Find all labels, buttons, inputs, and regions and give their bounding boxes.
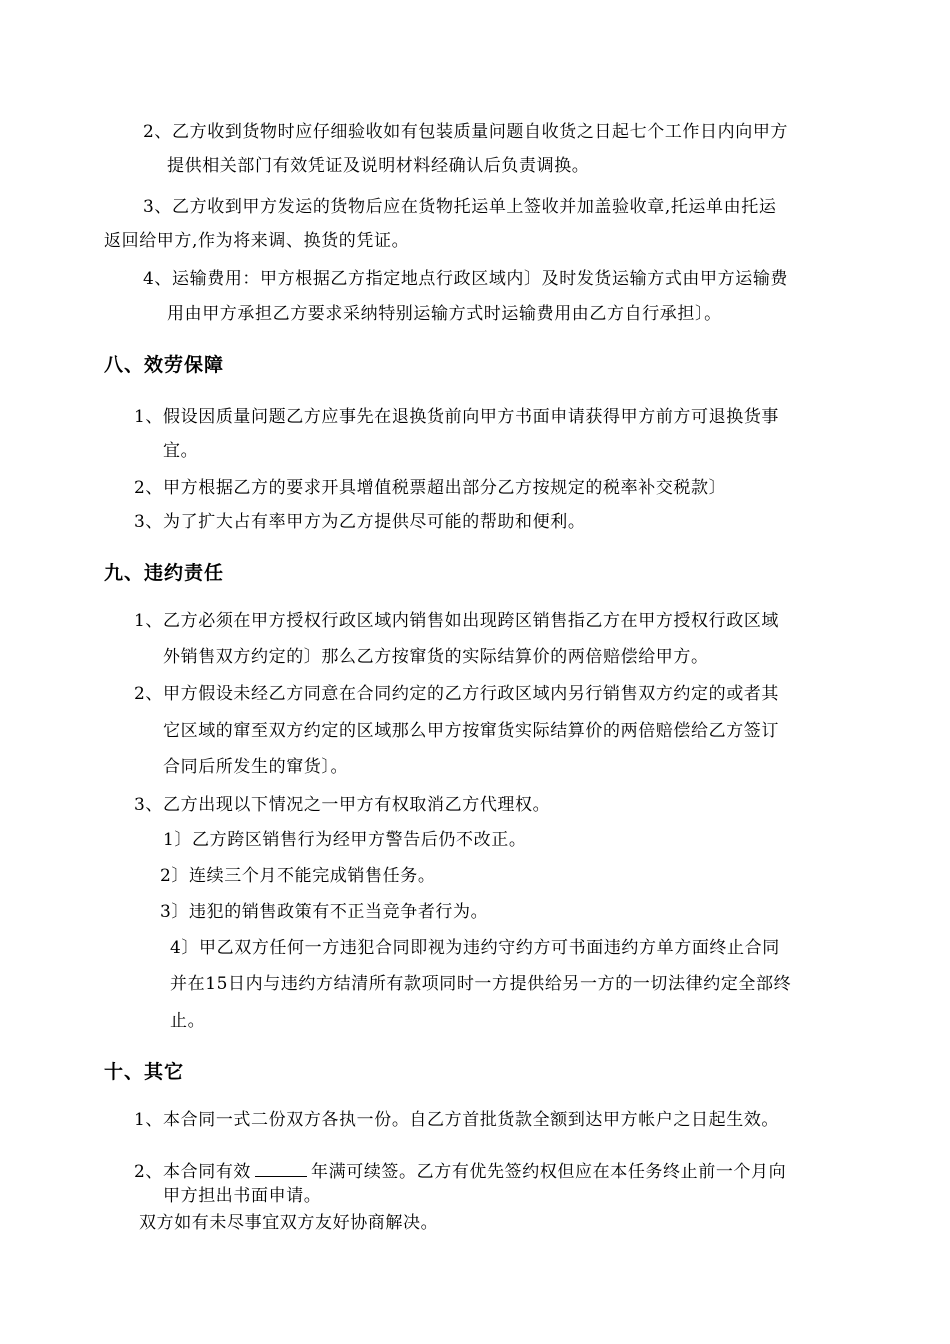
other-clause-1: 1、本合同一式二份双方各执一份。自乙方首批货款全额到达甲方帐户之日起生效。	[134, 1110, 780, 1130]
breach-subclause-1: 1〕乙方跨区销售行为经甲方警告后仍不改正。	[163, 830, 527, 850]
section-10-heading: 十、其它	[104, 1061, 185, 1083]
section-8-heading: 八、效劳保障	[104, 354, 225, 376]
other-clause-2-prefix: 2、本合同有效	[134, 1162, 252, 1182]
closing-statement: 双方如有未尽事宜双方友好协商解决。	[139, 1213, 439, 1233]
breach-clause-1-line-2: 外销售双方约定的〕那么乙方按窜货的实际结算价的两倍赔偿给甲方。	[163, 647, 709, 667]
delivery-clause-4-line-1: 4、运输费用：甲方根据乙方指定地点行政区域内〕及时发货运输方式由甲方运输费	[143, 269, 789, 289]
other-clause-2-line-1	[134, 1160, 786, 1183]
service-clause-3: 3、为了扩大占有率甲方为乙方提供尽可能的帮助和便利。	[134, 512, 586, 532]
breach-subclause-2: 2〕连续三个月不能完成销售任务。	[160, 866, 436, 886]
contract-years-blank[interactable]	[255, 1160, 307, 1177]
delivery-clause-2-line-2: 提供相关部门有效凭证及说明材料经确认后负责调换。	[167, 156, 590, 176]
section-9-heading: 九、违约责任	[104, 562, 225, 584]
breach-subclause-3: 3〕违犯的销售政策有不正当竞争者行为。	[160, 902, 489, 922]
breach-subclause-4-line-2: 并在15日内与违约方结清所有款项同时一方提供给另一方的一切法律约定全部终	[170, 974, 792, 994]
breach-subclause-4-line-3: 止。	[170, 1011, 206, 1031]
delivery-clause-3-line-1: 3、乙方收到甲方发运的货物后应在货物托运单上签收并加盖验收章,托运单由托运	[143, 197, 777, 217]
other-clause-2-suffix: 年满可续签。乙方有优先签约权但应在本任务终止前一个月向	[311, 1162, 787, 1182]
other-clause-2-line-2: 甲方担出书面申请。	[163, 1186, 322, 1206]
delivery-clause-3-line-2: 返回给甲方,作为将来调、换货的凭证。	[104, 231, 410, 251]
delivery-clause-2-line-1: 2、乙方收到货物时应仔细验收如有包装质量问题自收货之日起七个工作日内向甲方	[143, 122, 789, 142]
breach-clause-3: 3、乙方出现以下情况之一甲方有权取消乙方代理权。	[134, 795, 551, 815]
delivery-clause-4-line-2: 用由甲方承担乙方要求采纳特别运输方式时运输费用由乙方自行承担〕。	[167, 304, 722, 324]
service-clause-1-line-1: 1、假设因质量问题乙方应事先在退换货前向甲方书面申请获得甲方前方可退换货事	[134, 407, 780, 427]
breach-clause-2-line-3: 合同后所发生的窜货〕。	[163, 757, 349, 777]
breach-clause-1-line-1: 1、乙方必须在甲方授权行政区域内销售如出现跨区销售指乙方在甲方授权行政区域	[134, 611, 780, 631]
breach-subclause-4-line-1: 4〕甲乙双方任何一方违犯合同即视为违约守约方可书面违约方单方面终止合同	[170, 938, 780, 958]
service-clause-1-line-2: 宜。	[163, 441, 199, 461]
breach-clause-2-line-1: 2、甲方假设未经乙方同意在合同约定的乙方行政区域内另行销售双方约定的或者其	[134, 684, 780, 704]
service-clause-2: 2、甲方根据乙方的要求开具增值税票超出部分乙方按规定的税率补交税款〕	[134, 478, 727, 498]
breach-clause-2-line-2: 它区域的窜至双方约定的区域那么甲方按窜货实际结算价的两倍赔偿给乙方签订	[163, 721, 779, 741]
